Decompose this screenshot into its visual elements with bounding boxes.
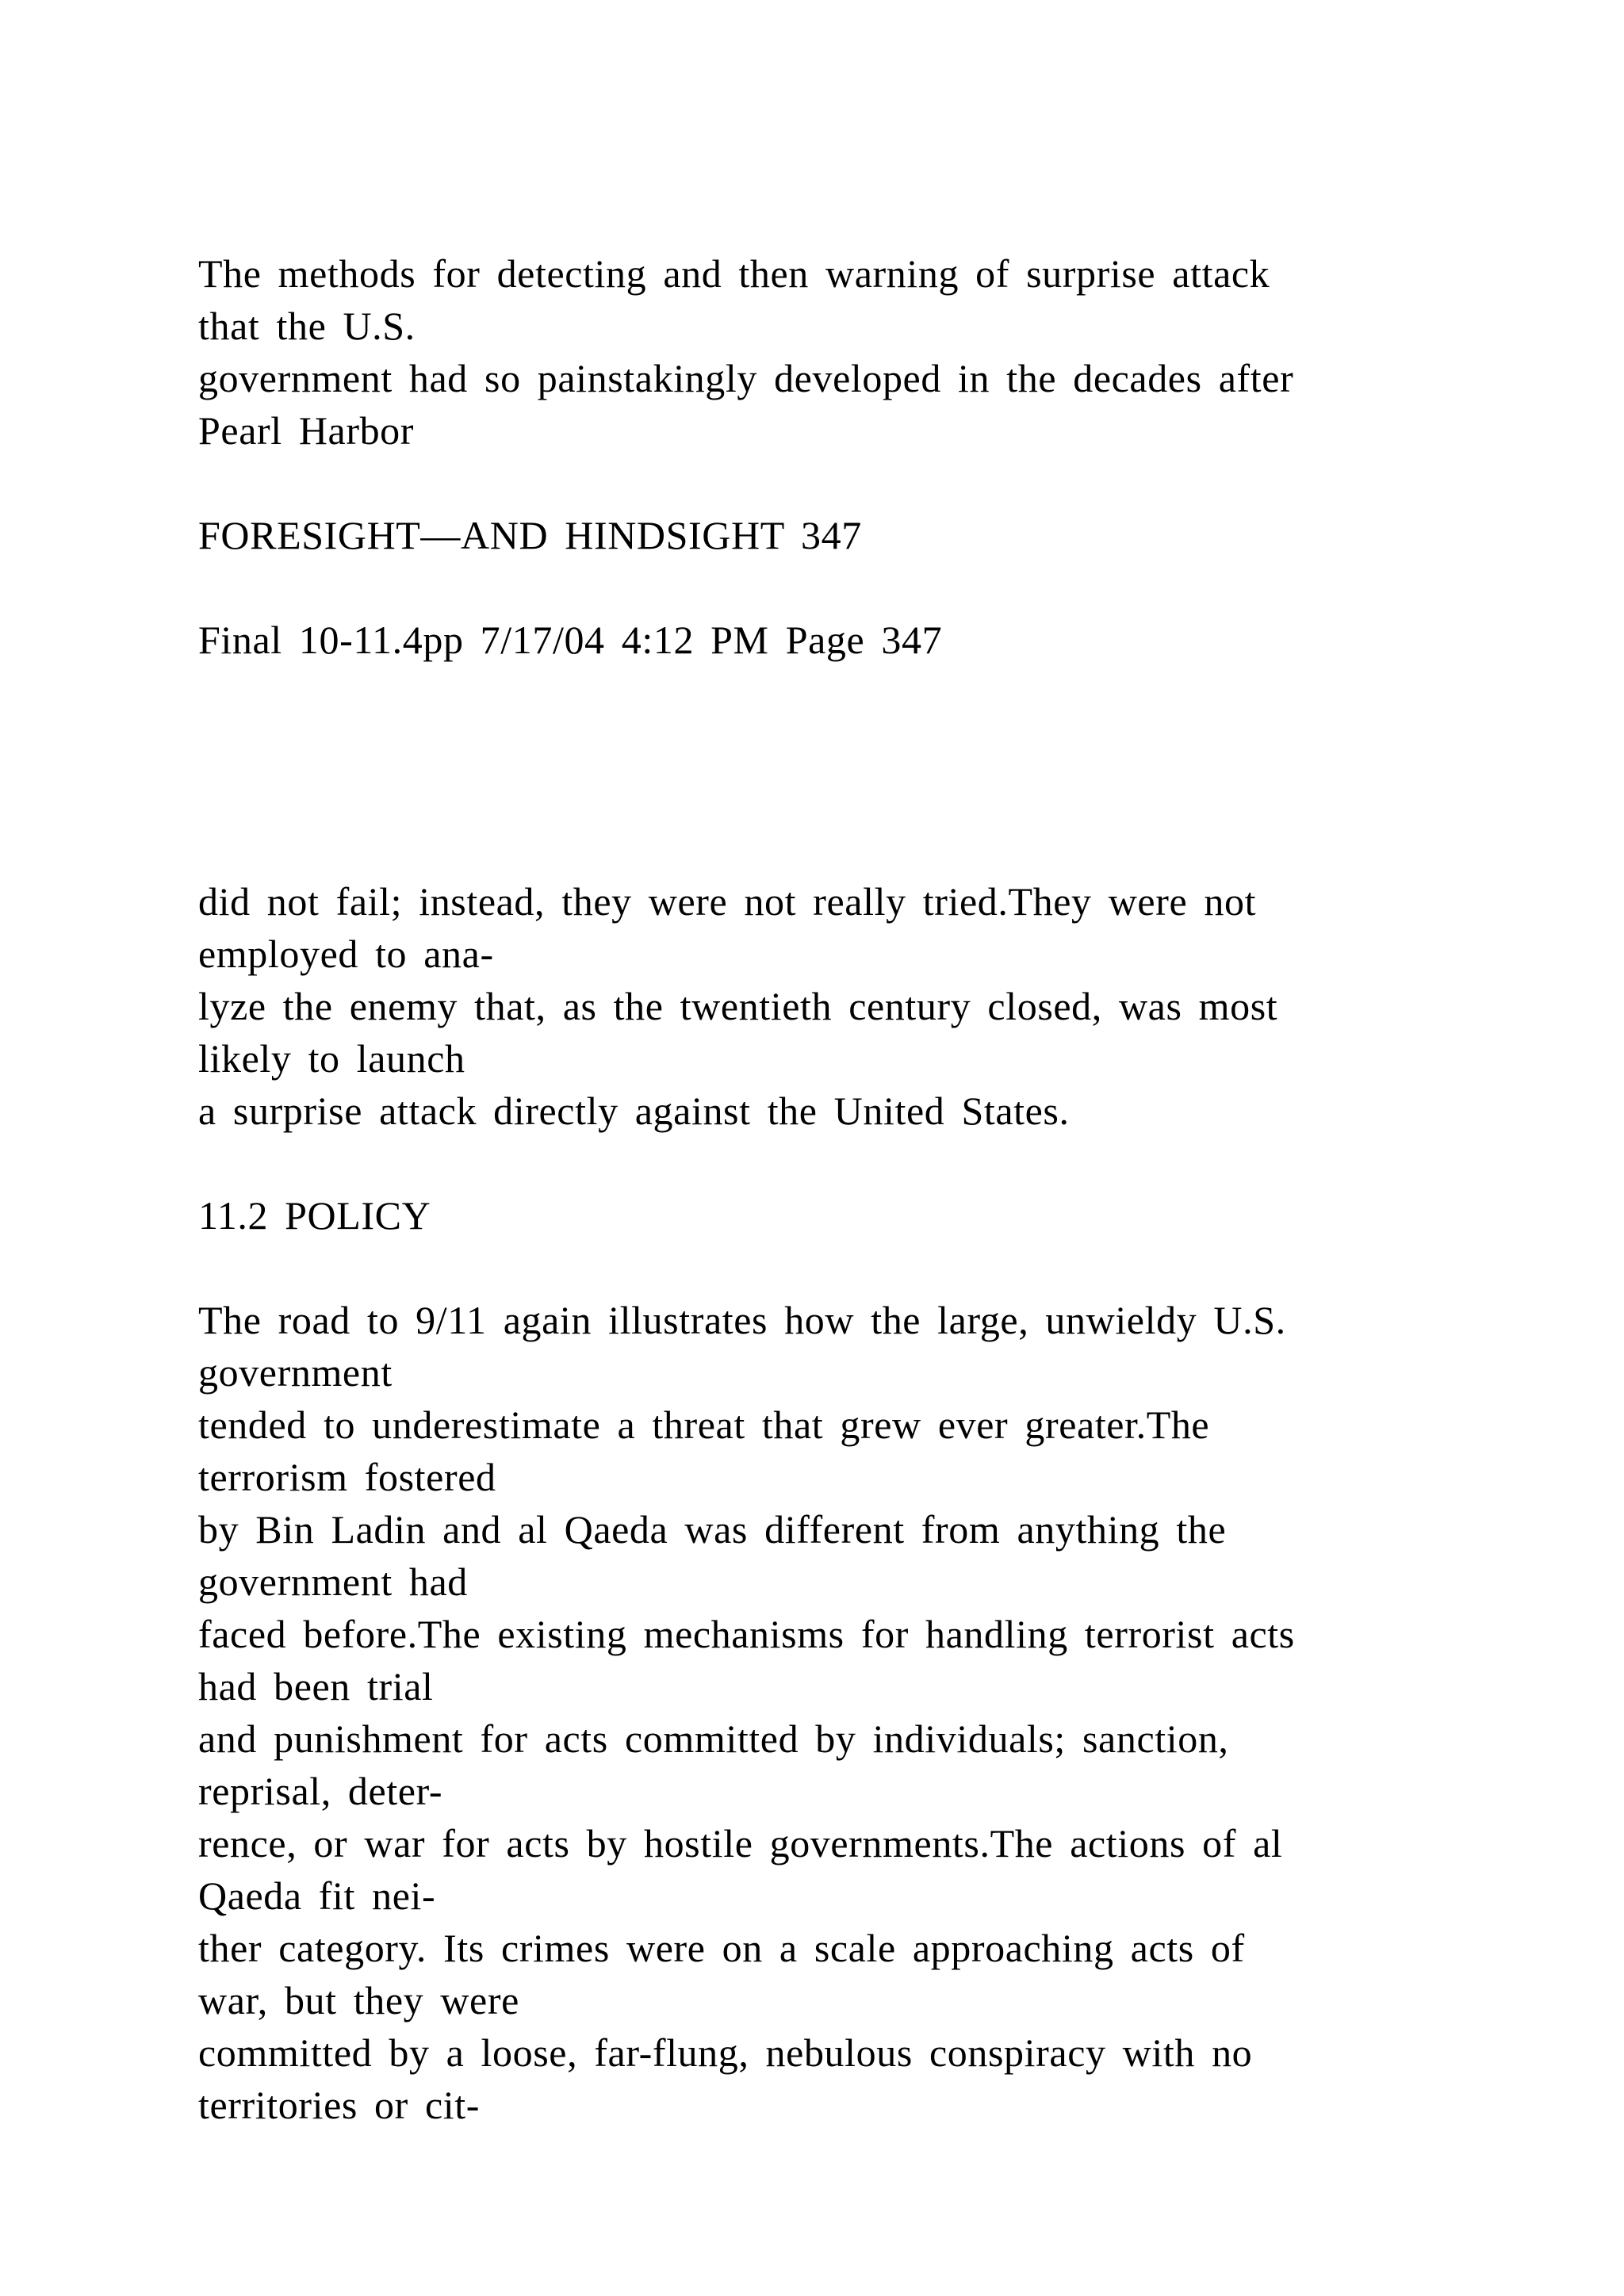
text-line: committed by a loose, far-flung, nebulous conspiracy with no <box>198 2030 1253 2075</box>
section-heading: 11.2 POLICY <box>198 1193 431 1238</box>
running-header: FORESIGHT—AND HINDSIGHT 347 <box>198 513 862 557</box>
text-line: a surprise attack directly against the United States. <box>198 1089 1070 1133</box>
spacer <box>198 561 1467 614</box>
text-line: government had so painstakingly developed in the decades after <box>198 356 1294 400</box>
spacer <box>198 1242 1467 1294</box>
text-line: reprisal, deter- <box>198 1769 443 1813</box>
text-line: rence, or war for acts by hostile governments.The actions of al <box>198 1821 1283 1866</box>
spacer <box>198 457 1467 509</box>
text-line: The road to 9/11 again illustrates how the large, unwieldy U.S. <box>198 1298 1286 1342</box>
text-line: Pearl Harbor <box>198 408 415 453</box>
text-line: employed to ana- <box>198 932 494 976</box>
text-line: government had <box>198 1559 468 1604</box>
text-line: tended to underestimate a threat that grew ever greater.The <box>198 1402 1210 1447</box>
text-line: terrorism fostered <box>198 1455 496 1499</box>
paragraph-road-to-911 <box>198 1294 1467 2131</box>
page-break-spacer <box>198 666 1467 875</box>
text-line: likely to launch <box>198 1036 465 1081</box>
document-page <box>198 247 1467 2131</box>
text-line: lyze the enemy that, as the twentieth century closed, was most <box>198 984 1278 1028</box>
text-line: The methods for detecting and then warning of surprise attack <box>198 251 1270 296</box>
text-line: and punishment for acts committed by individuals; sanction, <box>198 1716 1229 1761</box>
text-line: had been trial <box>198 1664 434 1709</box>
spacer <box>198 1137 1467 1189</box>
text-line: ther category. Its crimes were on a scale approaching acts of <box>198 1926 1245 1970</box>
text-line: did not fail; instead, they were not really tried.They were not <box>198 879 1257 924</box>
text-line: by Bin Ladin and al Qaeda was different from anything the <box>198 1507 1227 1552</box>
text-line: government <box>198 1350 393 1395</box>
paragraph-warning-methods <box>198 247 1467 457</box>
text-line: Qaeda fit nei- <box>198 1873 436 1918</box>
text-line: faced before.The existing mechanisms for handling terrorist acts <box>198 1612 1295 1656</box>
text-line: territories or cit- <box>198 2083 481 2127</box>
text-line: war, but they were <box>198 1978 519 2022</box>
paragraph-not-tried <box>198 875 1467 1137</box>
text-line: that the U.S. <box>198 304 416 348</box>
print-slug: Final 10-11.4pp 7/17/04 4:12 PM Page 347 <box>198 618 943 662</box>
